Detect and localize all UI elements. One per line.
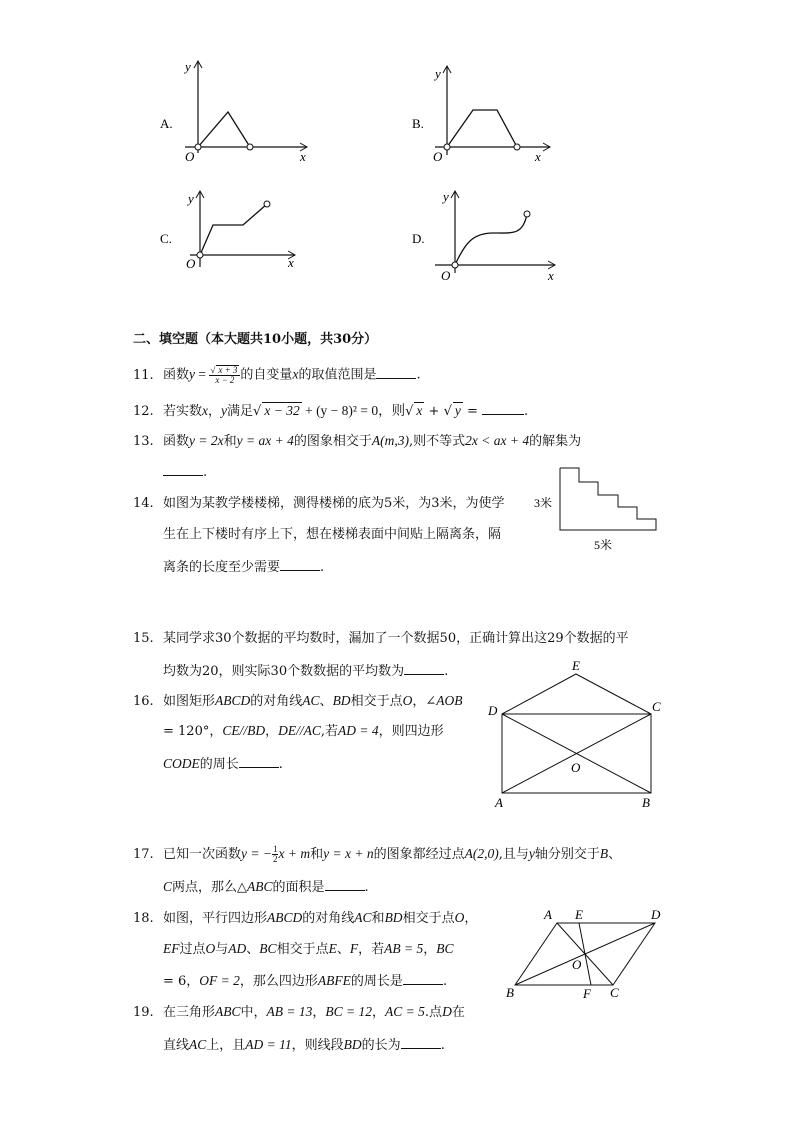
- segment-ef: [579, 923, 591, 985]
- section-title: 二、填空题（本大题共10小题，共30分）: [133, 332, 378, 347]
- question-13: 13. 函数y = 2x和y = ax + 4的图象相交于A(m,3),则不等式2x < ax + 4的解集为: [133, 433, 582, 449]
- graph-a: [155, 55, 325, 165]
- svg-text:C: C: [652, 699, 661, 714]
- svg-text:x: x: [288, 255, 294, 270]
- answer-blank[interactable]: [280, 558, 320, 571]
- graph-a-label: A.: [160, 116, 173, 131]
- answer-blank[interactable]: [401, 1036, 441, 1049]
- answer-blank[interactable]: [163, 463, 203, 476]
- graph-d-label: D.: [412, 231, 425, 246]
- graph-b-curve: [447, 110, 517, 147]
- origin-label: O: [185, 149, 195, 164]
- svg-text:y: y: [188, 191, 194, 206]
- graph-c: [155, 185, 315, 270]
- graph-d-curve: [455, 214, 527, 265]
- question-14-line3: 离条的长度至少需要 .: [163, 560, 325, 575]
- question-11: 11. 函数y = $\frac{√ x + 3}{x - 2}$ 的自变量x的取值范围是 .: [133, 365, 421, 385]
- question-16-line2: = 120°，CE//BD，DE//AC,若AD = 4，则四边形: [163, 723, 444, 739]
- y-label: y: [185, 59, 191, 74]
- svg-text:x: x: [535, 149, 541, 164]
- question-17: 17. 已知一次函数y = − $\frac{1}{2}$ x + m和y = x + n的图象都经过点A(2,0),且与y轴分别交于B、: [133, 844, 622, 864]
- answer-blank[interactable]: [376, 366, 416, 379]
- graph-d: [405, 185, 570, 285]
- svg-text:A: A: [544, 907, 552, 922]
- width-label: 5米: [594, 538, 613, 552]
- svg-text:x: x: [548, 268, 554, 283]
- parallelogram-figure: [500, 903, 675, 1003]
- staircase: [560, 468, 656, 530]
- question-14: 14. 如图为某教学楼楼梯，测得楼梯的底为5米，为3米，为使学: [133, 496, 505, 511]
- question-15: 15. 某同学求30个数据的平均数时，漏加了一个数据50，正确计算出这29个数据的平: [133, 631, 629, 646]
- svg-text:F: F: [583, 986, 591, 1001]
- graph-a-curve: [198, 112, 250, 147]
- svg-text:O: O: [441, 268, 451, 283]
- end-point: [247, 144, 253, 150]
- svg-text:E: E: [575, 907, 583, 922]
- graph-b-label: B.: [412, 116, 424, 131]
- graph-c-curve: [200, 204, 267, 255]
- answer-blank[interactable]: [403, 972, 443, 985]
- question-14-line2: 生在上下楼时有序上下，想在楼梯表面中间贴上隔离条，隔: [163, 527, 502, 542]
- graph-c-label: C.: [160, 231, 172, 246]
- x-label: x: [300, 149, 306, 164]
- question-13-line2: .: [163, 463, 207, 481]
- question-16-line3: CODE的周长 .: [163, 756, 283, 772]
- start-point: [195, 144, 201, 150]
- fraction: $\frac{√ x + 3}{x - 2}$: [209, 365, 240, 385]
- question-19: 19. 在三角形ABC中，AB = 13，BC = 12，AC = 5.点D在: [133, 1004, 465, 1020]
- question-12: 12. 若实数x，y满足√ x − 32 + (y − 8)² = 0，则√ x + √ y = .: [133, 403, 529, 419]
- question-19-line2: 直线AC上，且AD = 11，则线段BD的长为 .: [163, 1037, 445, 1053]
- answer-blank[interactable]: [482, 402, 524, 415]
- rectangle-figure: [480, 655, 670, 815]
- svg-text:D: D: [488, 703, 498, 718]
- answer-blank[interactable]: [325, 878, 365, 891]
- question-16: 16. 如图矩形ABCD的对角线AC、BD相交于点O，∠AOB: [133, 693, 463, 709]
- svg-text:B: B: [642, 795, 650, 810]
- svg-text:E: E: [572, 658, 580, 673]
- svg-text:O: O: [571, 760, 581, 775]
- svg-text:A: A: [495, 795, 503, 810]
- question-18: 18. 如图，平行四边形ABCD的对角线AC和BD相交于点O，: [133, 910, 478, 926]
- staircase-figure: [528, 460, 668, 555]
- question-17-line2: C两点，那么△ABC的面积是 .: [163, 879, 369, 895]
- answer-blank[interactable]: [404, 662, 444, 675]
- svg-text:O: O: [433, 149, 443, 164]
- answer-blank[interactable]: [239, 755, 279, 768]
- question-18-line3: = 6，OF = 2，那么四边形ABFE的周长是 .: [163, 973, 448, 989]
- graph-b: [405, 60, 575, 165]
- svg-text:y: y: [435, 66, 441, 81]
- svg-text:B: B: [506, 985, 514, 1000]
- svg-text:y: y: [443, 189, 449, 204]
- svg-text:O: O: [572, 957, 582, 972]
- svg-text:D: D: [651, 907, 661, 922]
- question-15-line2: 均数为20，则实际30个数数据的平均数为 .: [163, 664, 449, 679]
- svg-text:C: C: [610, 985, 619, 1000]
- height-label: 3米: [534, 496, 553, 510]
- svg-text:O: O: [186, 256, 196, 270]
- question-18-line2: EF过点O与AD、BC相交于点E、F，若AB = 5，BC: [163, 941, 454, 957]
- triangle-ced: [502, 674, 651, 714]
